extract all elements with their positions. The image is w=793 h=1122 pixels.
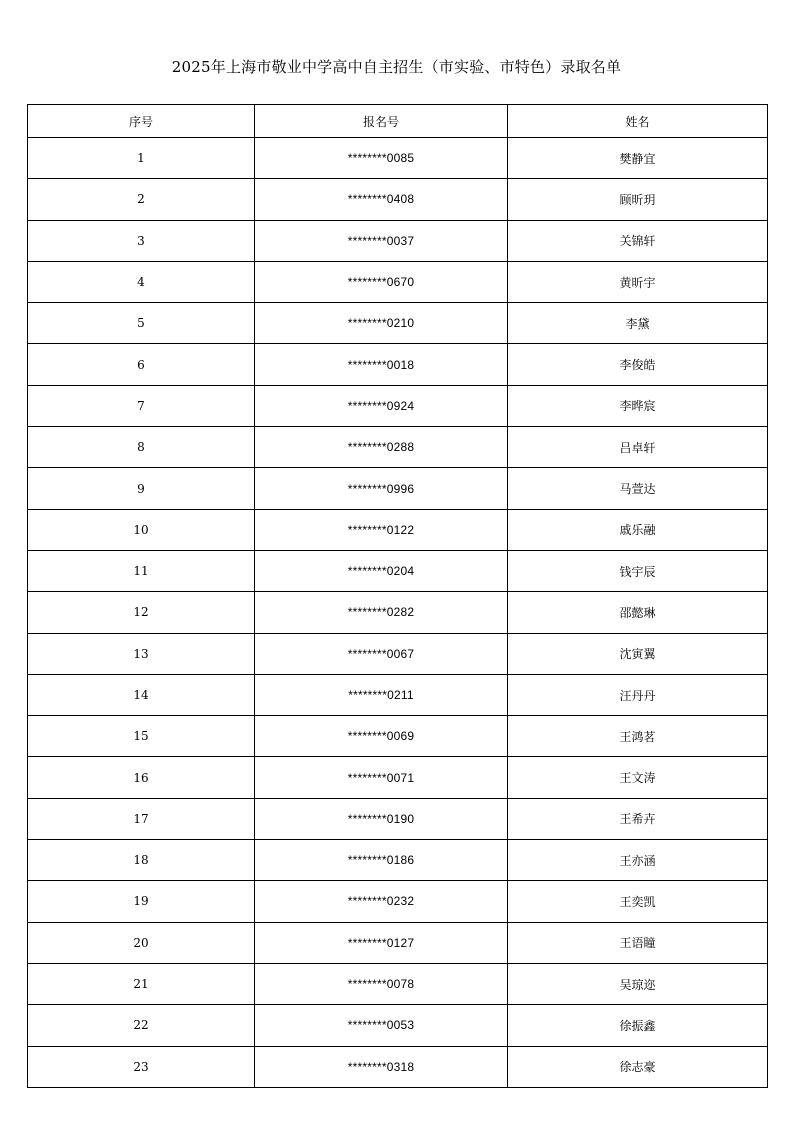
- table-row: [28, 385, 768, 426]
- reg-no-cell: ********0318: [255, 1046, 508, 1087]
- table-row: [28, 427, 768, 468]
- reg-no-cell: ********0069: [255, 716, 508, 757]
- name-cell: 李晔宸: [508, 385, 768, 426]
- name-cell: 汪丹丹: [508, 674, 768, 715]
- table-row: [28, 1005, 768, 1046]
- table-row: [28, 716, 768, 757]
- seq-cell: 19: [28, 881, 255, 922]
- seq-cell: 10: [28, 509, 255, 550]
- name-cell: 吴琼迩: [508, 963, 768, 1004]
- table-row: [28, 757, 768, 798]
- table-row: [28, 592, 768, 633]
- seq-cell: 8: [28, 427, 255, 468]
- name-cell: 王亦涵: [508, 840, 768, 881]
- name-cell: 沈寅翼: [508, 633, 768, 674]
- document-title: 2025年上海市敬业中学高中自主招生（市实验、市特色）录取名单: [171, 58, 622, 76]
- reg-no-cell: ********0211: [255, 674, 508, 715]
- column-header-reg-no: 报名号: [255, 105, 508, 138]
- name-cell: 徐志豪: [508, 1046, 768, 1087]
- reg-no-cell: ********0288: [255, 427, 508, 468]
- name-cell: 关锦轩: [508, 220, 768, 261]
- name-cell: 徐振鑫: [508, 1005, 768, 1046]
- table-row: [28, 798, 768, 839]
- name-cell: 王语瞳: [508, 922, 768, 963]
- reg-no-cell: ********0067: [255, 633, 508, 674]
- reg-no-cell: ********0190: [255, 798, 508, 839]
- table-row: [28, 179, 768, 220]
- name-cell: 马萱达: [508, 468, 768, 509]
- name-cell: 李俊皓: [508, 344, 768, 385]
- table-row: [28, 840, 768, 881]
- table-row: [28, 303, 768, 344]
- reg-no-cell: ********0924: [255, 385, 508, 426]
- seq-cell: 22: [28, 1005, 255, 1046]
- seq-cell: 18: [28, 840, 255, 881]
- reg-no-cell: ********0071: [255, 757, 508, 798]
- reg-no-cell: ********0210: [255, 303, 508, 344]
- table-row: [28, 550, 768, 591]
- reg-no-cell: ********0127: [255, 922, 508, 963]
- table-row: [28, 881, 768, 922]
- name-cell: 李黛: [508, 303, 768, 344]
- name-cell: 王鸿茗: [508, 716, 768, 757]
- reg-no-cell: ********0186: [255, 840, 508, 881]
- seq-cell: 12: [28, 592, 255, 633]
- name-cell: 吕卓轩: [508, 427, 768, 468]
- seq-cell: 17: [28, 798, 255, 839]
- reg-no-cell: ********0085: [255, 138, 508, 179]
- reg-no-cell: ********0996: [255, 468, 508, 509]
- seq-cell: 21: [28, 963, 255, 1004]
- name-cell: 王文涛: [508, 757, 768, 798]
- seq-cell: 3: [28, 220, 255, 261]
- reg-no-cell: ********0122: [255, 509, 508, 550]
- name-cell: 黄昕宇: [508, 261, 768, 302]
- seq-cell: 23: [28, 1046, 255, 1087]
- seq-cell: 16: [28, 757, 255, 798]
- reg-no-cell: ********0408: [255, 179, 508, 220]
- name-cell: 樊静宜: [508, 138, 768, 179]
- table-row: [28, 922, 768, 963]
- name-cell: 邵懿琳: [508, 592, 768, 633]
- column-header-seq: 序号: [28, 105, 255, 138]
- table-row: [28, 963, 768, 1004]
- name-cell: 戚乐融: [508, 509, 768, 550]
- table-row: [28, 633, 768, 674]
- column-header-name: 姓名: [508, 105, 768, 138]
- reg-no-cell: ********0078: [255, 963, 508, 1004]
- seq-cell: 2: [28, 179, 255, 220]
- seq-cell: 11: [28, 550, 255, 591]
- seq-cell: 13: [28, 633, 255, 674]
- table-body: [28, 138, 768, 1088]
- reg-no-cell: ********0232: [255, 881, 508, 922]
- reg-no-cell: ********0053: [255, 1005, 508, 1046]
- seq-cell: 4: [28, 261, 255, 302]
- table-row: [28, 138, 768, 179]
- seq-cell: 15: [28, 716, 255, 757]
- seq-cell: 6: [28, 344, 255, 385]
- table-row: [28, 509, 768, 550]
- table-header: [28, 105, 768, 138]
- seq-cell: 14: [28, 674, 255, 715]
- table-row: [28, 674, 768, 715]
- admission-list-table: [27, 104, 768, 1088]
- name-cell: 王奕凯: [508, 881, 768, 922]
- reg-no-cell: ********0037: [255, 220, 508, 261]
- reg-no-cell: ********0282: [255, 592, 508, 633]
- seq-cell: 9: [28, 468, 255, 509]
- reg-no-cell: ********0670: [255, 261, 508, 302]
- seq-cell: 1: [28, 138, 255, 179]
- table-row: [28, 468, 768, 509]
- table-header-row: [28, 105, 768, 138]
- table-row: [28, 261, 768, 302]
- reg-no-cell: ********0204: [255, 550, 508, 591]
- name-cell: 顾昕玥: [508, 179, 768, 220]
- reg-no-cell: ********0018: [255, 344, 508, 385]
- seq-cell: 20: [28, 922, 255, 963]
- name-cell: 王希卉: [508, 798, 768, 839]
- seq-cell: 5: [28, 303, 255, 344]
- table-row: [28, 1046, 768, 1087]
- table-row: [28, 220, 768, 261]
- seq-cell: 7: [28, 385, 255, 426]
- name-cell: 钱宇辰: [508, 550, 768, 591]
- table-row: [28, 344, 768, 385]
